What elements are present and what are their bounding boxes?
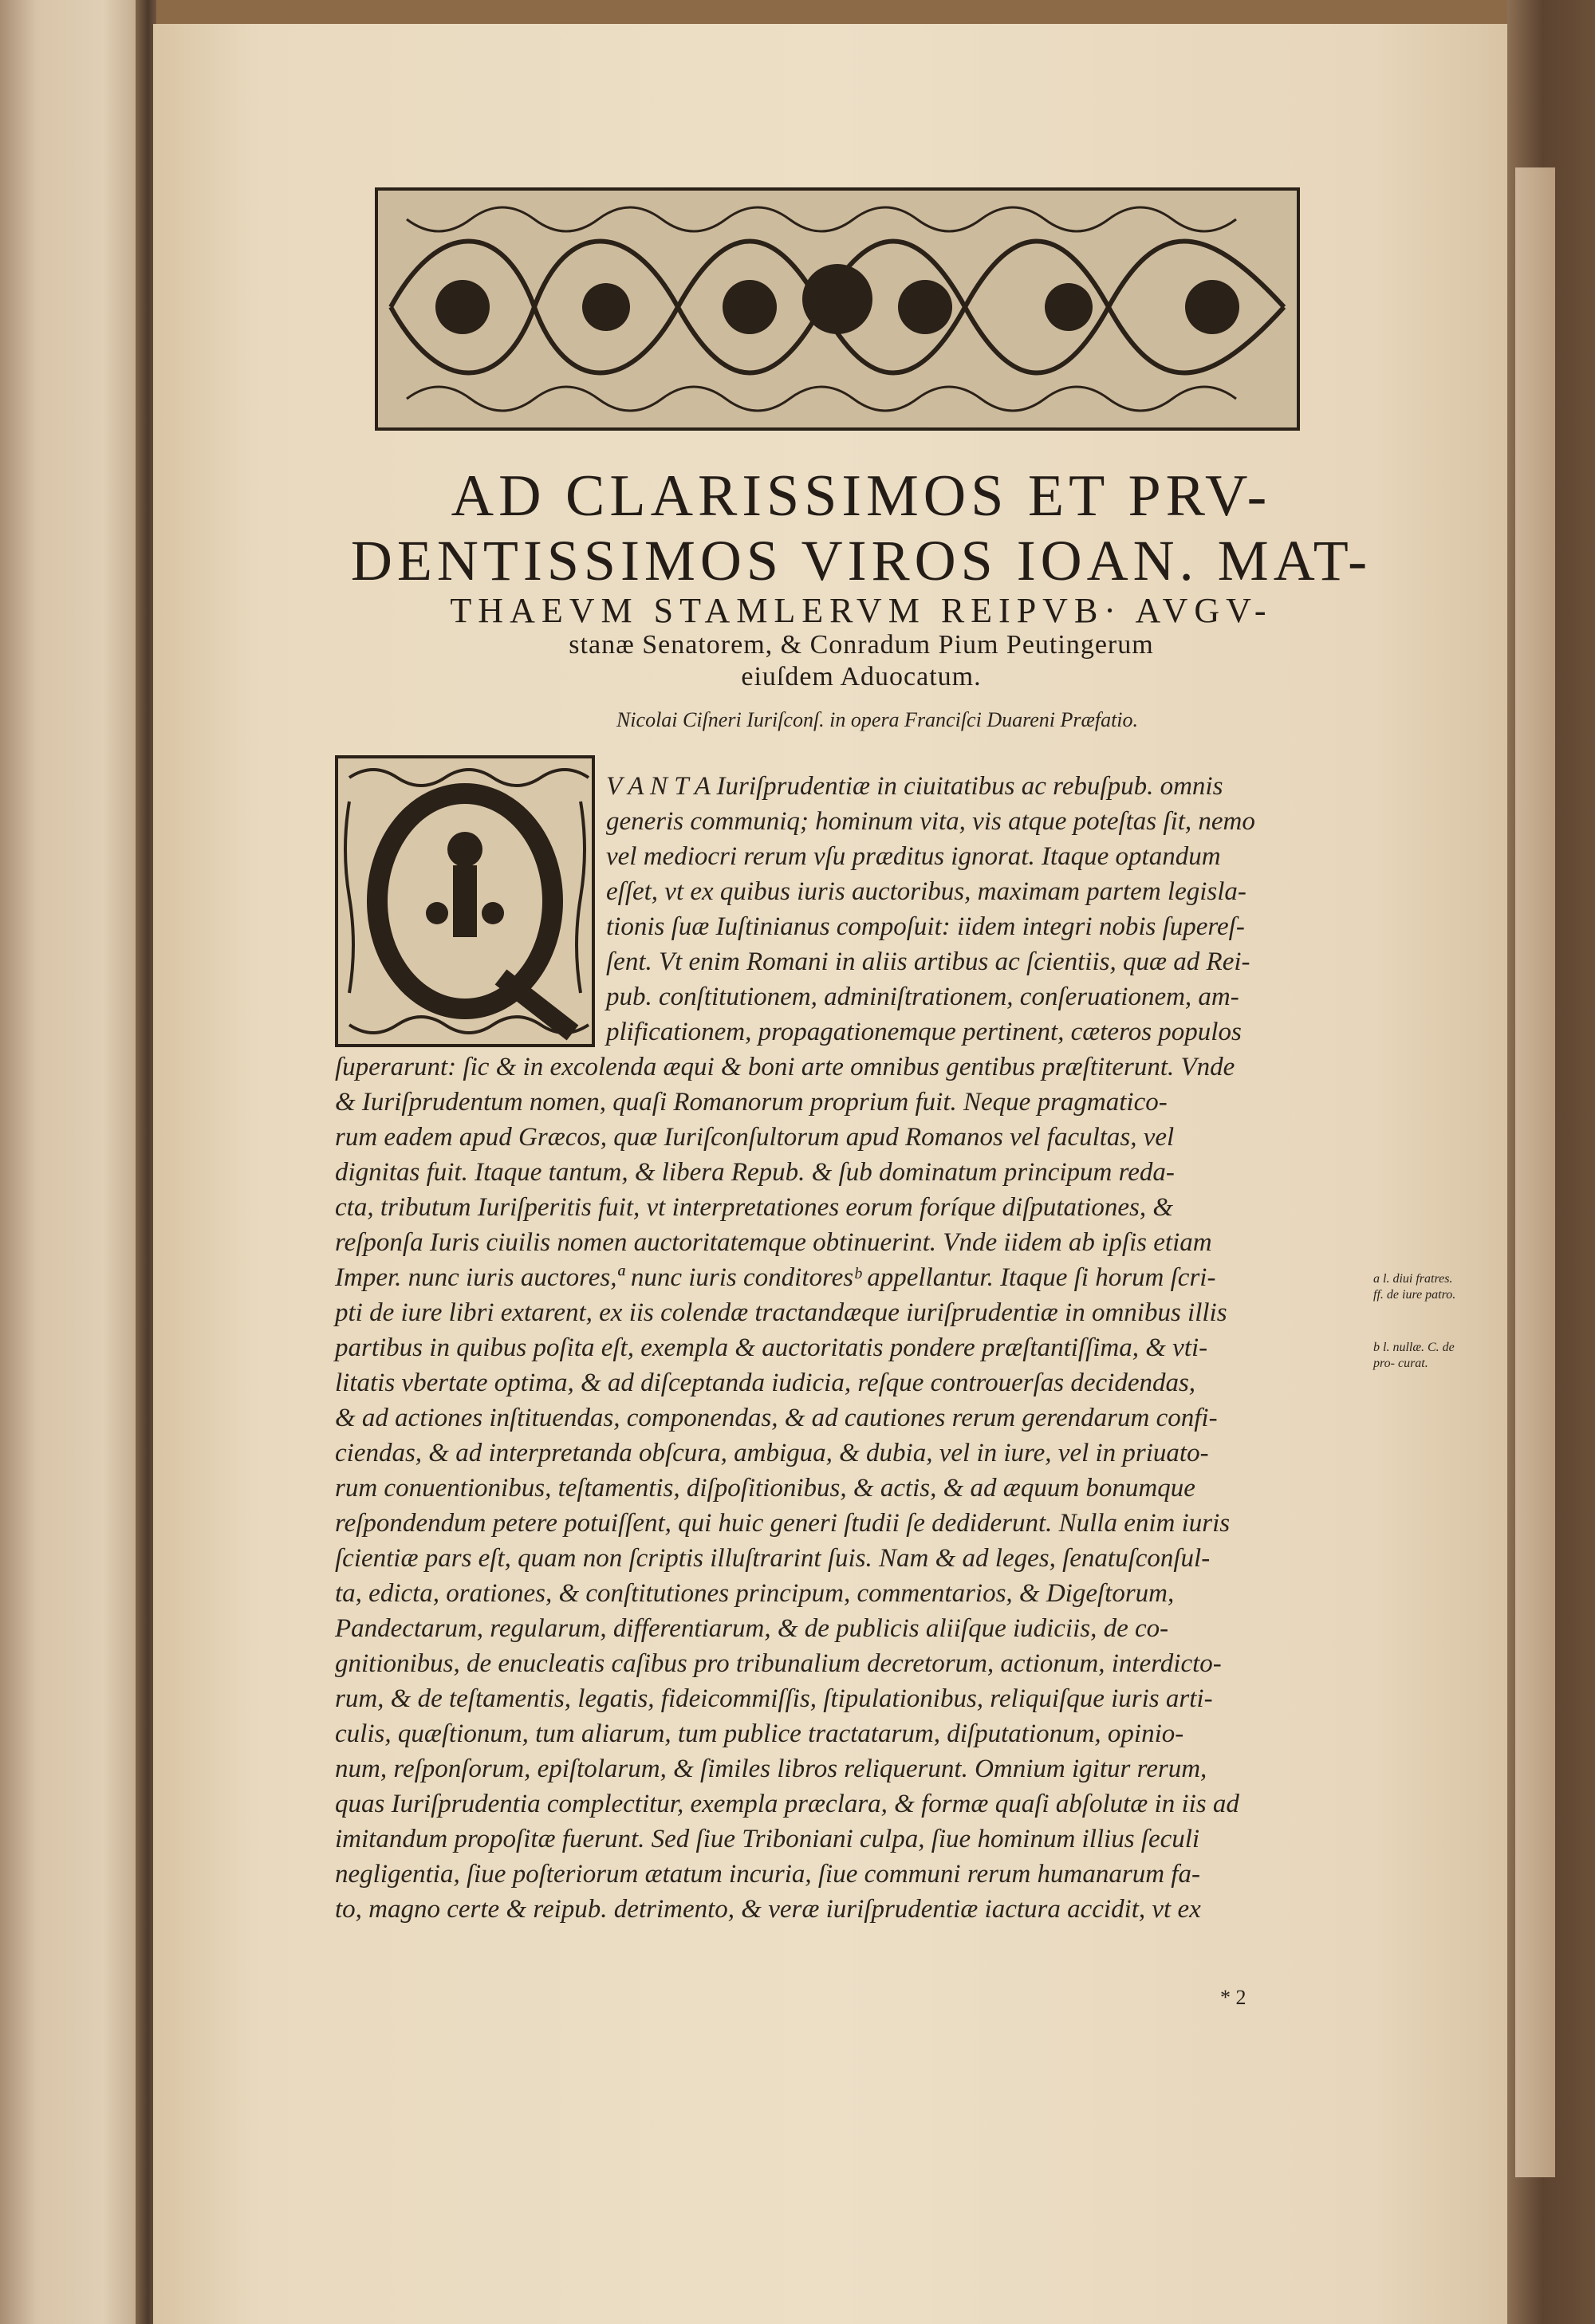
- book-fore-edge: [1507, 0, 1595, 2324]
- margin-note-b: b l. nullæ. C. de pro- curat.: [1373, 1341, 1455, 1370]
- preface-subtitle: Nicolai Ciſneri Iuriſconſ. in opera Franciſci Duareni Præfatio.: [616, 708, 1139, 731]
- body-line: rum, & de teſtamentis, legatis, fideicommiſſis, ſtipulationibus, reliquiſque iuris arti-: [335, 1684, 1213, 1713]
- body-line: partibus in quibus poſita eſt, exempla & auctoritatis pondere præſtantiſſima, & vti-: [335, 1333, 1208, 1362]
- body-line: gnitionibus, de enucleatis caſibus pro tribunalium decretorum, actionum, interdicto-: [335, 1649, 1222, 1678]
- body-line: vel mediocri rerum vſu præditus ignorat. Itaque optandum: [606, 842, 1221, 871]
- body-line: ſent. Vt enim Romani in aliis artibus ac ſcientiis, quæ ad Rei-: [606, 947, 1250, 976]
- body-line: V A N T A Iuriſprudentiæ in ciuitatibus ac rebuſpub. omnis: [606, 772, 1223, 801]
- body-line: generis communiq; hominum vita, vis atque poteſtas ſit, nemo: [606, 807, 1255, 836]
- margin-note-a: a l. diui fratres. ff. de iure patro.: [1373, 1272, 1456, 1302]
- body-line: litatis vbertate optima, & ad diſceptanda iudicia, reſque controuerſas decidendas,: [335, 1369, 1196, 1397]
- body-line: num, reſponſorum, epiſtolarum, & ſimiles libros reliquerunt. Omnium igitur rerum,: [335, 1755, 1207, 1783]
- body-line: ciendas, & ad interpretanda obſcura, ambigua, & dubia, vel in iure, vel in priuato-: [335, 1439, 1209, 1467]
- body-line: tionis ſuæ Iuſtinianus compoſuit: iidem integri nobis ſupereſ-: [606, 912, 1245, 941]
- body-line: rum conuentionibus, teſtamentis, diſpoſitionibus, & actis, & ad æquum bonumque: [335, 1474, 1195, 1503]
- body-line: reſpondendum petere potuiſſent, qui huic generi ſtudii ſe dediderunt. Nulla enim iuris: [335, 1509, 1231, 1538]
- title-line-2: DENTISSIMOS VIROS IOAN. MAT-: [350, 529, 1372, 593]
- body-line: pti de iure libri extarent, ex iis colendæ tractandæque iuriſprudentiæ in omnibus illis: [335, 1298, 1227, 1327]
- body-line: ſuperarunt: ſic & in excolenda æqui & boni arte omnibus gentibus præſtiterunt. Vnde: [335, 1053, 1235, 1081]
- body-line: cta, tributum Iuriſperitis fuit, vt interpretationes eorum foríque diſputationes, &: [335, 1193, 1174, 1222]
- body-line: eſſet, vt ex quibus iuris auctoribus, maximam partem legisla-: [606, 877, 1246, 906]
- title-line-3: THAEVM STAMLERVM REIPVB· AVGV-: [450, 591, 1273, 630]
- title-line-4: stanæ Senatorem, & Conradum Pium Peutingerum: [569, 630, 1154, 660]
- title-line-1: AD CLARISSIMOS ET PRV-: [451, 463, 1272, 529]
- body-line: negligentia, ſiue poſteriorum ætatum incuria, ſiue communi rerum humanarum fa-: [335, 1860, 1200, 1889]
- body-line: rum eadem apud Græcos, quæ Iuriſconſultorum apud Romanos vel facultas, vel: [335, 1123, 1175, 1152]
- decorated-initial-q: [333, 754, 597, 1049]
- body-line: ta, edicta, orationes, & conſtitutiones principum, commentarios, & Digeſtorum,: [335, 1579, 1175, 1608]
- body-line: to, magno certe & reipub. detrimento, & veræ iuriſprudentiæ iactura accidit, vt ex: [335, 1895, 1201, 1924]
- body-line: & ad actiones inſtituendas, componendas, & ad cautiones rerum gerendarum confi-: [335, 1404, 1218, 1432]
- body-line: Imper. nunc iuris auctores,ª nunc iuris conditoresᵇ appellantur. Itaque ſi horum ſcri-: [335, 1263, 1216, 1292]
- body-line: reſponſa Iuris ciuilis nomen auctoritatemque obtinuerint. Vnde iidem ab ipſis etiam: [335, 1228, 1212, 1257]
- body-line: imitandum propoſitæ fuerunt. Sed ſiue Triboniani culpa, ſiue hominum illius ſeculi: [335, 1825, 1200, 1853]
- body-line: plificationem, propagationemque pertinent, cæteros populos: [606, 1018, 1242, 1046]
- ornamental-headpiece: [375, 187, 1300, 431]
- body-line: dignitas fuit. Itaque tantum, & libera Repub. & ſub dominatum principum reda-: [335, 1158, 1175, 1187]
- body-line: quas Iuriſprudentia complectitur, exempla præclara, & formæ quaſi abſolutæ in iis ad: [335, 1790, 1239, 1818]
- body-line: pub. conſtitutionem, adminiſtrationem, conſeruationem, am-: [606, 983, 1239, 1011]
- body-line: ſcientiæ pars eſt, quam non ſcriptis illuſtrarint ſuis. Nam & ad leges, ſenatuſconſul-: [335, 1544, 1211, 1573]
- body-line: culis, quæſtionum, tum aliarum, tum publice tractatarum, diſputationum, opinio-: [335, 1719, 1184, 1748]
- title-line-5: eiuſdem Aduocatum.: [741, 662, 982, 691]
- body-line: Pandectarum, regularum, differentiarum, & de publicis aliiſque iudiciis, de co-: [335, 1614, 1169, 1643]
- body-line: & Iuriſprudentum nomen, quaſi Romanorum proprium fuit. Neque pragmatico-: [335, 1088, 1168, 1117]
- signature-mark: * 2: [1220, 1986, 1246, 2009]
- left-facing-page: [0, 0, 148, 2324]
